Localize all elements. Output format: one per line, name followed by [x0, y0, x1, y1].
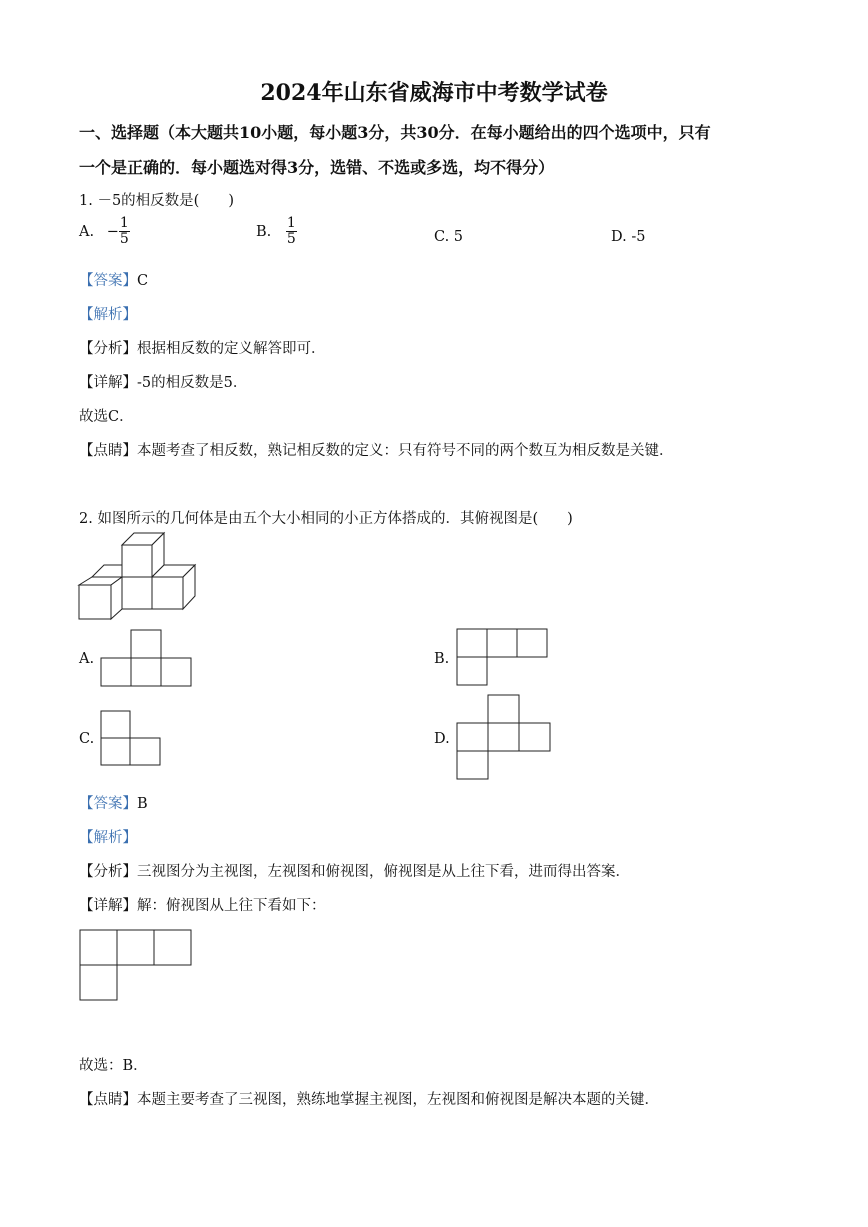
- q2-xiangjie: [79, 894, 326, 915]
- q2-option-c-label: C.: [79, 731, 95, 747]
- q1-answer-tag: 【答案】: [79, 273, 137, 289]
- q1-option-c: C. 5: [434, 229, 464, 245]
- q2-dianjing: [79, 1088, 659, 1109]
- q1-option-a-sign: −: [106, 223, 119, 240]
- q1-xiangjie-text: -5的相反数是5．: [137, 375, 248, 391]
- q1-choose: 故选C．: [79, 409, 134, 425]
- q1-dianjing-text: 本题考查了相反数，熟记相反数的定义：只有符号不同的两个数互为相反数是关键．: [137, 443, 674, 459]
- q2-solution-figure: [79, 929, 193, 1001]
- q1-dianjing-tag: 【点睛】: [79, 443, 137, 459]
- q1-option-a-label: A.: [79, 223, 95, 240]
- q2-option-c-figure: [100, 710, 162, 766]
- q1-analysis-tag: 【解析】: [79, 307, 137, 323]
- q1-answer: [79, 269, 148, 290]
- q2-option-d-label: D.: [434, 731, 450, 747]
- q2-xiangjie-tag: 【详解】: [79, 898, 137, 914]
- q2-answer-tag: 【答案】: [79, 796, 137, 812]
- q1-option-b-fraction: [286, 216, 297, 248]
- q2-fenxi: [79, 860, 630, 881]
- q2-option-b-label: B.: [434, 651, 450, 667]
- q2-xiangjie-text: 解：俯视图从上往下看如下：: [137, 898, 326, 914]
- q1-xiangjie: [79, 371, 247, 392]
- q2-option-a-label: A.: [79, 651, 95, 667]
- q2-option-d-figure: [456, 694, 552, 782]
- q1-option-a-denominator: 5: [119, 231, 129, 248]
- q1-dianjing: [79, 439, 674, 460]
- q1-option-a: [79, 216, 130, 248]
- q1-option-b-label: B.: [256, 223, 272, 240]
- q1-option-a-fraction: [119, 216, 130, 248]
- q2-answer-value: B: [137, 796, 148, 812]
- section-header-line1: 一、选择题（本大题共10小题，每小题3分，共30分．在每小题给出的四个选项中，只有: [79, 123, 711, 142]
- q2-stem: 2. 如图所示的几何体是由五个大小相同的小正方体搭成的．其俯视图是( ): [79, 511, 573, 527]
- q1-xiangjie-tag: 【详解】: [79, 375, 137, 391]
- q2-cube-figure: [78, 533, 208, 625]
- q1-fenxi-text: 根据相反数的定义解答即可．: [137, 341, 326, 357]
- q2-analysis-tag: 【解析】: [79, 830, 137, 846]
- q2-fenxi-text: 三视图分为主视图，左视图和俯视图，俯视图是从上往下看，进而得出答案．: [137, 864, 630, 880]
- q1-answer-value: C: [137, 273, 149, 289]
- q2-answer: [79, 792, 148, 813]
- q1-option-b: [256, 216, 297, 248]
- q2-option-a-figure: [100, 629, 192, 687]
- q1-option-b-numerator: 1: [286, 215, 296, 231]
- q1-fenxi: [79, 337, 326, 358]
- q2-dianjing-tag: 【点睛】: [79, 1092, 137, 1108]
- q1-option-a-numerator: 1: [119, 215, 129, 231]
- section-header-line2: 一个是正确的．每小题选对得3分，选错、不选或多选，均不得分）: [79, 158, 555, 177]
- q2-option-b-figure: [456, 628, 548, 686]
- q2-dianjing-text: 本题主要考查了三视图，熟练地掌握主视图，左视图和俯视图是解决本题的关键．: [137, 1092, 659, 1108]
- q2-fenxi-tag: 【分析】: [79, 864, 137, 880]
- q1-option-b-denominator: 5: [286, 231, 296, 248]
- q1-fenxi-tag: 【分析】: [79, 341, 137, 357]
- q1-stem: 1. －5的相反数是( ): [79, 193, 234, 209]
- q2-choose: 故选：B．: [79, 1058, 148, 1074]
- page-title: 2024年山东省威海市中考数学试卷: [260, 80, 608, 106]
- q1-option-d: D. -5: [611, 229, 646, 245]
